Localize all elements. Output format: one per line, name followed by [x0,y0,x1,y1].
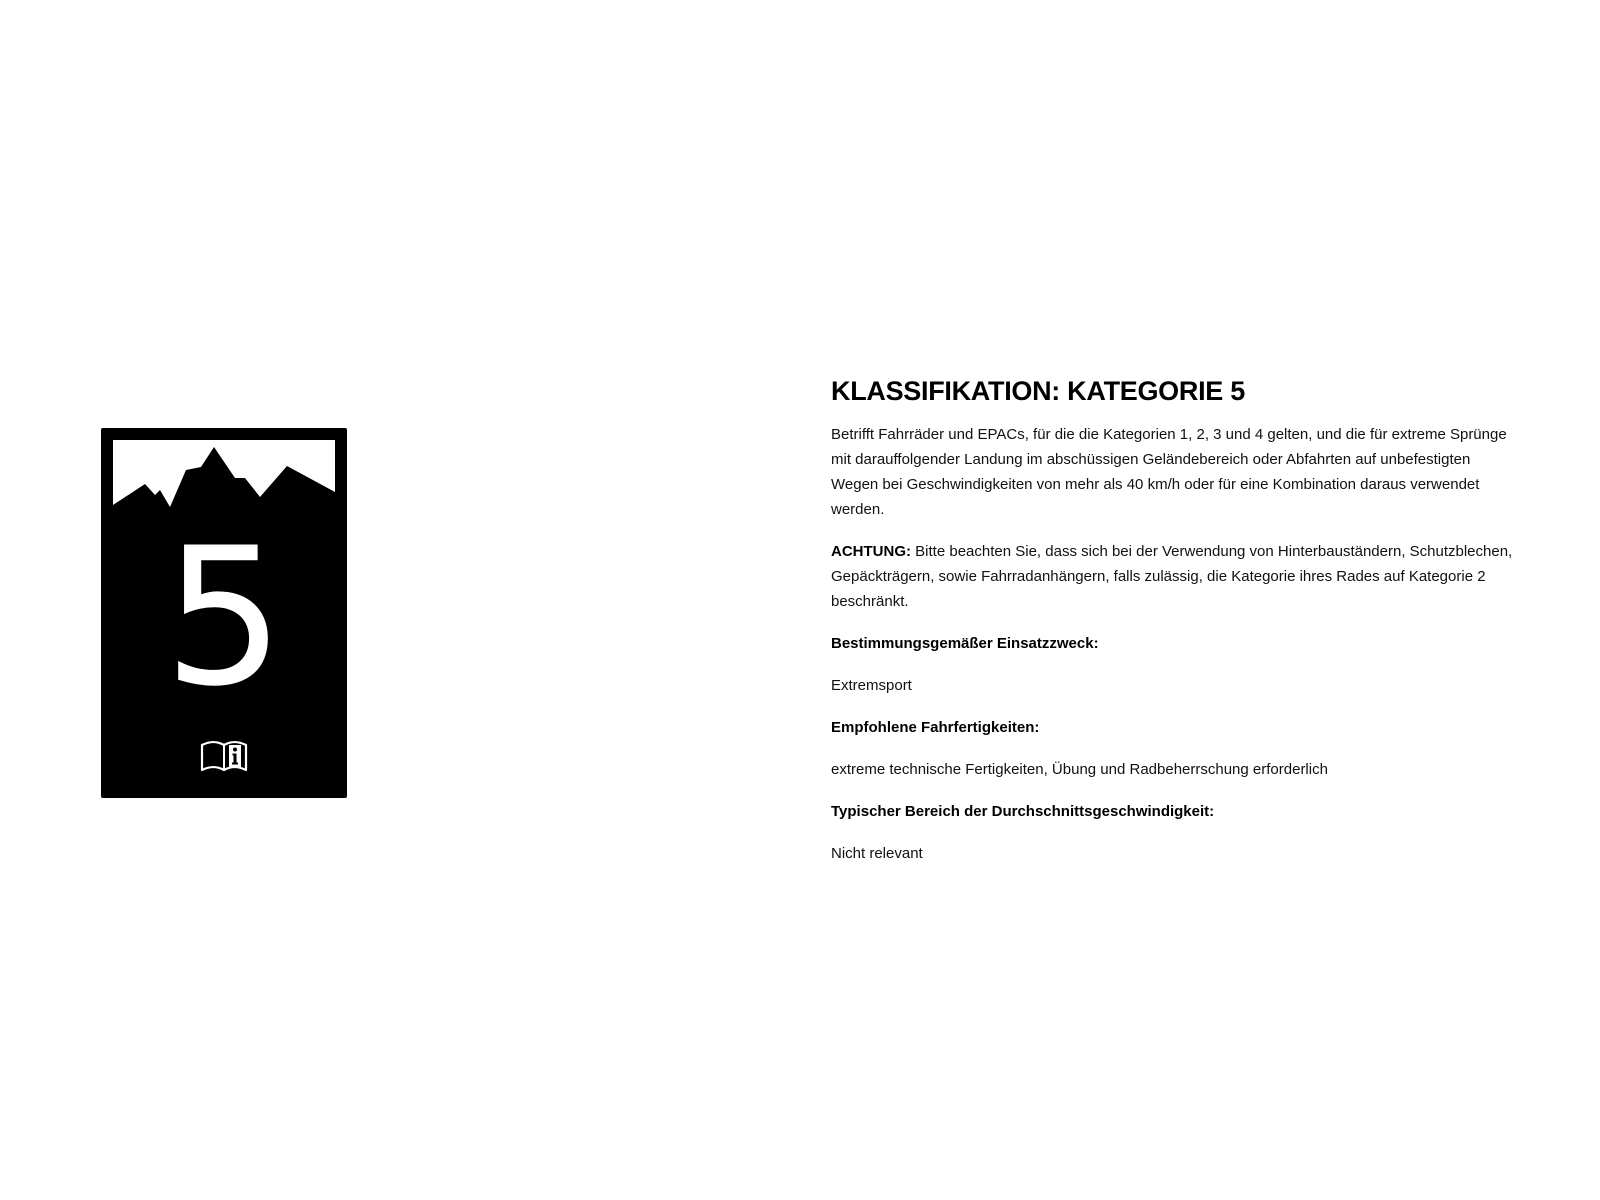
intended-use-value: Extremsport [831,677,912,694]
page-title: KLASSIFIKATION: KATEGORIE 5 [831,376,1245,406]
category-5-badge [101,428,347,798]
warning-text: Bitte beachten Sie, dass sich bei der Verwendung von Hinterbauständern, Schutzblechen, Gepäckträgern, sowie Fahrradanhängern, falls zulässig, die Kategorie ihres Rades auf Kategorie 2 beschränkt. [831,543,1513,610]
category-number: 5 [163,507,285,728]
category-description: Betrifft Fahrräder und EPACs, für die die Kategorien 1, 2, 3 und 4 gelten, und die für extreme Sprünge mit darauffolgender Landung im abschüssigen Geländebereich oder Abfahrten auf unbefestigten Wegen bei Geschwindigkeiten von mehr als 40 km/h oder für eine Kombination daraus verwendet werden. [831,426,1507,518]
skills-label: Empfohlene Fahrfertigkeiten: [831,719,1040,736]
speed-value: Nicht relevant [831,845,923,862]
warning-paragraph [831,539,1521,614]
speed-label: Typischer Bereich der Durchschnittsgeschwindigkeit: [831,803,1215,820]
skills-value: extreme technische Fertigkeiten, Übung und Radbeherrschung erforderlich [831,761,1328,778]
info-manual-book-icon [200,739,248,773]
intended-use-label: Bestimmungsgemäßer Einsatzzweck: [831,635,1099,652]
classification-content [831,374,1521,883]
warning-label: ACHTUNG: [831,543,911,560]
mountain-peaks-icon [113,440,335,512]
